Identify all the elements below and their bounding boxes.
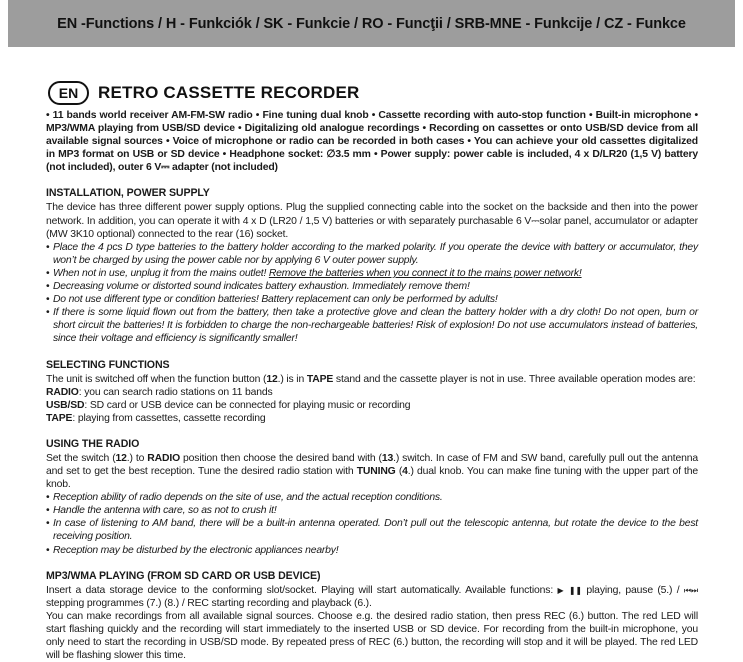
mode-label: USB/SD [46,399,85,411]
text-span: .) dual knob. You can make fine tuning with the upper part of the knob. [46,465,698,491]
language-header-text: EN -Functions / H - Funkciók / SK - Funkcie / RO - Funcţii / SRB-MNE - Funkcije / CZ - Funkce [57,15,686,32]
play-pause-icon: ▶ ❚❚ [557,585,582,595]
product-title: RETRO CASSETTE RECORDER [98,83,360,102]
ref-number: 12 [266,373,278,385]
list-item: • Decreasing volume or distorted sound indicates battery exhaustion. Immediately remove them! [46,280,698,293]
ref-number: 4 [402,465,408,477]
text-span: .) to [126,452,148,464]
mode-radio [46,386,698,399]
text-span: position then choose the desired band with ( [180,452,382,464]
text-span: stand and the cassette player is not in use. Three available operation modes are: [333,373,696,385]
mp3-heading: MP3/WMA PLAYING (FROM SD CARD OR USB DEVICE) [46,569,321,582]
text-span: The unit is switched off when the function button ( [46,373,267,385]
tape-keyword: TAPE [306,373,334,385]
installation-heading: INSTALLATION, POWER SUPPLY [46,187,210,200]
selecting-heading: SELECTING FUNCTIONS [46,358,170,371]
installation-bullet-list [46,241,698,346]
mp3-paragraph-2: You can make recordings from all available signal sources. Choose e.g. the desired radio station, then press REC (6.) button. The red LED will start flashing quickly and the recording will start immediately to the inserted USB or SD device. For recording from the built-in microphone, you only need to start the recording in USB/SD mode. By repeated press of REC (6.) button, the recording will stop and it will be played. The red LED will be flashing slower this time. [46,610,698,662]
mode-label: TAPE [46,412,73,424]
radio-paragraph [46,452,698,491]
list-item: • If there is some liquid flown out from the battery, then take a protective glove and clean the battery holder with a dry cloth! Do not open, burn or short circuit the batteries! It is forbidden to charge the non-rechargeable batteries! Risk of explosion! Do not use accumulators instead of batteries, since their voltage and efficiency is significantly smaller! [46,306,698,345]
radio-bullet-list [46,491,698,556]
skip-icon: ⏮⏭ [683,585,698,595]
text-span: .) is in [277,373,307,385]
ref-number: 12 [115,452,127,464]
text-span: .) switch. In case of FM and SW band, carefully pull out the antenna and set to get the best reception. Tune the desired radio station with [46,452,698,477]
language-badge: EN [48,81,89,105]
list-item: • Place the 4 pcs D type batteries to the battery holder according to the marked polarity. If you operate the device with battery or accumulator, they won’t be charged by using the power cable nor by applying 6 V outer power supply. [46,241,698,267]
mp3-paragraph-1 [46,584,698,610]
list-item: • Handle the antenna with care, so as not to crush it! [46,504,698,517]
remove-batteries-warning: Remove the batteries when you connect it to the mains power network! [268,267,582,279]
text-span: Insert a data storage device to the conforming slot/socket. Playing will start automatically. Available functions: [46,584,558,596]
radio-keyword: RADIO [147,452,180,464]
text-span: ( [395,465,403,477]
installation-paragraph: The device has three different power supply options. Plug the supplied connecting cable into the socket on the backside and then into the power network. In addition, you can operate it with 4 x D (LR20 / 1,5 V) batteries or with separately purchasable 6 V⎓solar panel, accumulator or adapter (MW 3K10 optional) connected to the rear (16) socket. [46,202,698,240]
list-item [46,267,698,280]
list-item: • Reception may be disturbed by the electronic appliances nearby! [46,544,698,557]
text-span: playing, pause (5.) / [582,584,684,596]
manual-content [46,80,698,662]
radio-heading: USING THE RADIO [46,437,140,450]
mode-description: : playing from cassettes, cassette recording [72,412,266,424]
list-item: • In case of listening to AM band, there will be a built-in antenna operated. Don’t pull out the telescopic antenna, but rotate the device to the best receiving position. [46,517,698,543]
ref-number: 13 [381,452,394,464]
mode-label: RADIO [46,386,79,398]
mode-description: : you can search radio stations on 11 bands [78,386,273,398]
mode-tape [46,412,698,425]
language-header-bar [8,0,735,47]
list-item: • Do not use different type or condition batteries! Battery replacement can only be performed by adults! [46,293,698,306]
title-row [48,80,698,106]
features-paragraph: • 11 bands world receiver AM-FM-SW radio • Fine tuning dual knob • Cassette recording with auto-stop function • Built-in microphone • MP3/WMA playing from USB/SD device • Digitalizing old analogue recordings • Recording on cassettes or onto USB/SD device from all available signal sources • Voice of microphone or radio can be recorded in both cases • You can achieve your old cassettes digitalized in MP3 format on USB or SD device • Headphone socket: ∅3.5 mm • Power supply: power cable is included, 4 x D/LR20 (1,5 V) battery (not included), outer 6 V⎓ adapter (not included) [46,110,698,174]
tuning-keyword: TUNING [356,465,396,477]
mode-usb-sd [46,399,698,412]
mode-description: : SD card or USB device can be connected for playing music or recording [84,399,411,411]
list-item: • Reception ability of radio depends on the site of use, and the actual reception conditions. [46,491,698,504]
selecting-paragraph [46,373,698,425]
unplug-warning: When not in use, unplug it from the mains outlet! [53,267,267,279]
text-span: Set the switch ( [46,452,116,464]
text-span: stepping programmes (7.) (8.) / REC starting recording and playback (6.). [46,597,372,609]
